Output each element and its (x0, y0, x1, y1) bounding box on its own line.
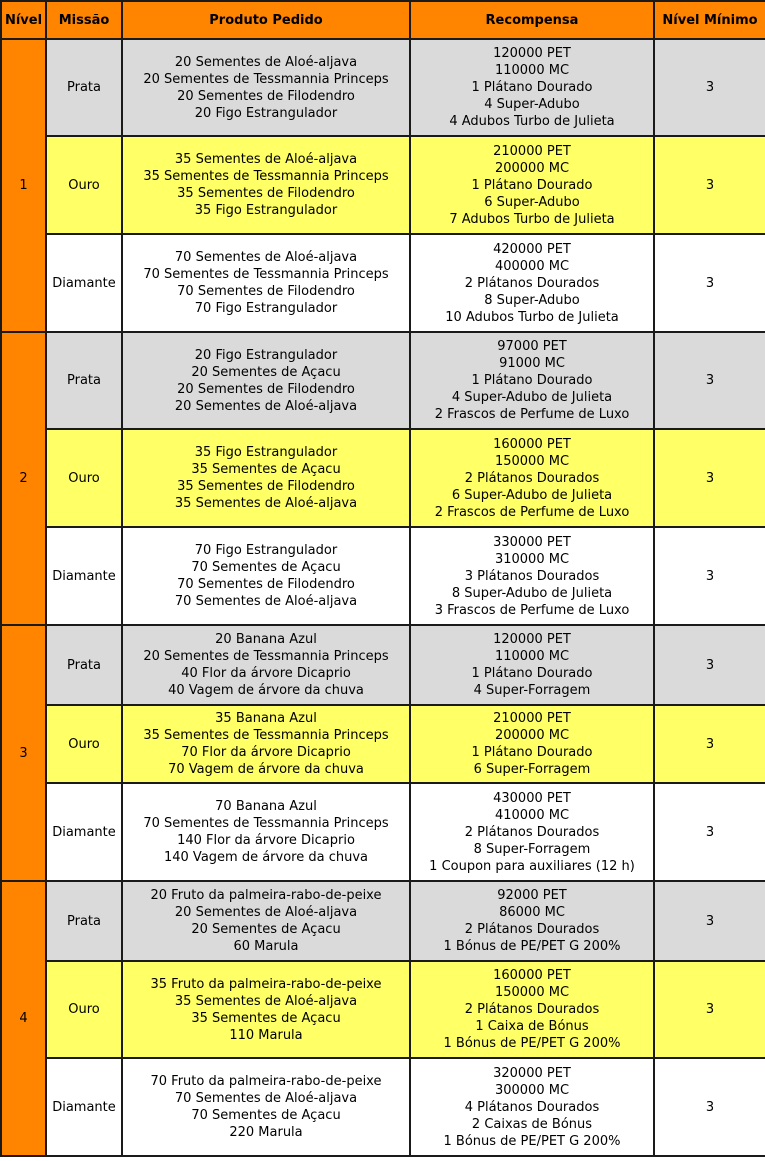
rewards-cell (410, 705, 654, 783)
product-item: 20 Sementes de Filodendro (177, 381, 355, 397)
reward-item: 1 Plátano Dourado (471, 745, 593, 760)
mission-cell: Diamante (46, 783, 122, 881)
product-item: 35 Sementes de Filodendro (177, 186, 355, 201)
reward-item: 2 Plátanos Dourados (464, 824, 600, 840)
reward-item: 86000 MC (499, 905, 565, 920)
reward-item: 110000 MC (494, 649, 570, 664)
table-row (1, 332, 765, 429)
product-item: 70 Figo Estrangulador (194, 543, 338, 558)
product-item: 70 Banana Azul (215, 799, 317, 814)
product-item: 110 Marula (229, 1027, 303, 1043)
reward-item: 8 Super-Adubo (484, 292, 580, 308)
product-item: 35 Sementes de Aloé-aljava (174, 993, 358, 1009)
reward-item: 210000 PET (493, 143, 571, 159)
reward-item: 150000 MC (494, 985, 570, 1000)
product-item: 20 Sementes de Aloé-aljava (174, 905, 358, 920)
reward-item: 1 Plátano Dourado (471, 80, 593, 95)
reward-item: 120000 PET (493, 632, 571, 647)
min-level-cell: 3 (654, 1058, 765, 1156)
products-cell (122, 136, 410, 234)
rewards-cell (410, 881, 654, 961)
level-cell: 4 (1, 881, 46, 1156)
min-level-cell: 3 (654, 783, 765, 881)
product-item: 20 Sementes de Tessmannia Princeps (143, 71, 389, 87)
reward-item: 6 Super-Adubo (484, 194, 580, 210)
reward-item: 4 Adubos Turbo de Julieta (449, 114, 615, 129)
product-item: 20 Sementes de Filodendro (177, 88, 355, 104)
product-item: 70 Sementes de Tessmannia Princeps (143, 816, 389, 831)
rewards-cell (410, 527, 654, 625)
products-cell (122, 961, 410, 1058)
min-level-cell: 3 (654, 39, 765, 136)
product-item: 140 Vagem de árvore da chuva (163, 850, 368, 865)
reward-item: 300000 MC (494, 1082, 570, 1098)
mission-cell: Prata (46, 332, 122, 429)
min-level-cell: 3 (654, 527, 765, 625)
reward-item: 8 Super-Adubo de Julieta (451, 585, 613, 601)
table-row (1, 429, 765, 527)
table-row (1, 1058, 765, 1156)
mission-cell: Diamante (46, 234, 122, 332)
min-level-cell: 3 (654, 881, 765, 961)
reward-item: 160000 PET (493, 968, 571, 983)
products-cell (122, 705, 410, 783)
table-row (1, 961, 765, 1058)
product-item: 70 Sementes de Açacu (191, 560, 341, 575)
products-cell (122, 429, 410, 527)
products-cell (122, 234, 410, 332)
reward-item: 6 Super-Adubo de Julieta (451, 487, 613, 503)
min-level-cell: 3 (654, 136, 765, 234)
product-item: 20 Sementes de Aloé-aljava (174, 398, 358, 414)
rewards-cell (410, 429, 654, 527)
product-item: 20 Figo Estrangulador (194, 105, 338, 121)
product-item: 70 Figo Estrangulador (194, 301, 338, 316)
product-item: 20 Sementes de Açacu (191, 922, 341, 937)
reward-item: 8 Super-Forragem (473, 841, 591, 857)
product-item: 70 Sementes de Filodendro (177, 284, 355, 299)
table-row (1, 234, 765, 332)
reward-item: 160000 PET (493, 436, 571, 452)
table-row (1, 881, 765, 961)
table-row (1, 136, 765, 234)
min-level-cell: 3 (654, 234, 765, 332)
product-item: 20 Sementes de Tessmannia Princeps (143, 649, 389, 664)
product-item: 35 Banana Azul (215, 711, 317, 726)
reward-item: 91000 MC (499, 356, 565, 371)
products-cell (122, 39, 410, 136)
reward-item: 150000 MC (494, 453, 570, 469)
product-item: 35 Sementes de Tessmannia Princeps (143, 169, 389, 184)
reward-item: 2 Plátanos Dourados (464, 1002, 600, 1017)
rewards-cell (410, 625, 654, 705)
mission-cell: Diamante (46, 527, 122, 625)
reward-item: 4 Super-Forragem (473, 683, 591, 698)
reward-item: 420000 PET (493, 241, 571, 257)
product-item: 70 Sementes de Tessmannia Princeps (143, 267, 389, 282)
rewards-cell (410, 783, 654, 881)
product-item: 40 Flor da árvore Dicaprio (181, 666, 351, 681)
table-row (1, 527, 765, 625)
product-item: 35 Sementes de Aloé-aljava (174, 152, 358, 167)
reward-item: 97000 PET (497, 339, 567, 354)
reward-item: 1 Bónus de PE/PET G 200% (443, 939, 621, 954)
table-row (1, 39, 765, 136)
product-item: 220 Marula (229, 1125, 303, 1140)
product-item: 35 Sementes de Açacu (191, 1010, 341, 1026)
reward-item: 1 Bónus de PE/PET G 200% (443, 1133, 621, 1149)
mission-cell: Ouro (46, 961, 122, 1058)
reward-item: 2 Frascos de Perfume de Luxo (434, 407, 630, 422)
reward-item: 110000 MC (494, 63, 570, 78)
product-item: 35 Figo Estrangulador (194, 203, 338, 218)
reward-item: 320000 PET (493, 1065, 571, 1081)
table-row (1, 625, 765, 705)
products-cell (122, 783, 410, 881)
product-item: 20 Banana Azul (215, 632, 317, 647)
mission-cell: Ouro (46, 429, 122, 527)
min-level-cell: 3 (654, 429, 765, 527)
reward-item: 330000 PET (493, 534, 571, 550)
product-item: 35 Figo Estrangulador (194, 445, 338, 460)
reward-item: 1 Caixa de Bónus (475, 1019, 589, 1034)
mission-cell: Prata (46, 881, 122, 961)
mission-cell: Prata (46, 625, 122, 705)
table-row (1, 705, 765, 783)
product-item: 70 Sementes de Aloé-aljava (174, 594, 358, 609)
level-cell: 2 (1, 332, 46, 625)
product-item: 70 Vagem de árvore da chuva (168, 762, 364, 777)
reward-item: 3 Frascos de Perfume de Luxo (434, 602, 630, 618)
reward-item: 92000 PET (497, 888, 567, 903)
rewards-cell (410, 136, 654, 234)
product-item: 35 Fruto da palmeira-rabo-de-peixe (150, 976, 382, 992)
products-cell (122, 527, 410, 625)
min-level-cell: 3 (654, 625, 765, 705)
min-level-cell: 3 (654, 961, 765, 1058)
product-item: 20 Fruto da palmeira-rabo-de-peixe (150, 888, 382, 903)
products-cell (122, 1058, 410, 1156)
header-nivel-minimo: Nível Mínimo (654, 1, 765, 39)
product-item: 20 Sementes de Açacu (191, 364, 341, 380)
reward-item: 1 Plátano Dourado (471, 177, 593, 193)
products-cell (122, 332, 410, 429)
products-cell (122, 881, 410, 961)
reward-item: 6 Super-Forragem (473, 762, 591, 777)
level-cell: 1 (1, 39, 46, 332)
header-missao: Missão (46, 1, 122, 39)
mission-cell: Diamante (46, 1058, 122, 1156)
reward-item: 310000 MC (494, 551, 570, 567)
reward-item: 2 Plátanos Dourados (464, 470, 600, 486)
min-level-cell: 3 (654, 705, 765, 783)
reward-item: 7 Adubos Turbo de Julieta (449, 211, 615, 227)
header-recompensa: Recompensa (410, 1, 654, 39)
rewards-cell (410, 1058, 654, 1156)
product-item: 35 Sementes de Aloé-aljava (174, 496, 358, 511)
reward-item: 3 Plátanos Dourados (464, 568, 600, 584)
reward-item: 4 Plátanos Dourados (464, 1099, 600, 1115)
product-item: 70 Fruto da palmeira-rabo-de-peixe (150, 1074, 382, 1089)
table-row (1, 783, 765, 881)
header-produto-pedido: Produto Pedido (122, 1, 410, 39)
product-item: 70 Flor da árvore Dicaprio (181, 745, 351, 760)
reward-item: 200000 MC (494, 160, 570, 176)
table-body (1, 39, 765, 1156)
product-item: 60 Marula (233, 939, 299, 954)
rewards-cell (410, 39, 654, 136)
reward-item: 10 Adubos Turbo de Julieta (445, 309, 619, 325)
reward-item: 1 Plátano Dourado (471, 666, 593, 681)
rewards-cell (410, 234, 654, 332)
reward-item: 1 Bónus de PE/PET G 200% (443, 1036, 621, 1051)
reward-item: 400000 MC (494, 258, 570, 274)
mission-cell: Ouro (46, 705, 122, 783)
mission-cell: Ouro (46, 136, 122, 234)
reward-item: 2 Plátanos Dourados (464, 275, 600, 291)
reward-item: 2 Plátanos Dourados (464, 922, 600, 937)
min-level-cell: 3 (654, 332, 765, 429)
product-item: 20 Sementes de Aloé-aljava (174, 54, 358, 70)
reward-item: 4 Super-Adubo (484, 97, 580, 112)
reward-item: 210000 PET (493, 711, 571, 726)
rewards-cell (410, 332, 654, 429)
header-nivel: Nível (1, 1, 46, 39)
reward-item: 200000 MC (494, 728, 570, 743)
level-cell: 3 (1, 625, 46, 881)
product-item: 20 Figo Estrangulador (194, 347, 338, 363)
reward-item: 430000 PET (493, 790, 571, 806)
mission-cell: Prata (46, 39, 122, 136)
reward-item: 2 Frascos de Perfume de Luxo (434, 504, 630, 520)
reward-item: 1 Plátano Dourado (471, 373, 593, 388)
reward-item: 120000 PET (493, 46, 571, 61)
product-item: 35 Sementes de Filodendro (177, 479, 355, 494)
rewards-cell (410, 961, 654, 1058)
product-item: 70 Sementes de Aloé-aljava (174, 1091, 358, 1106)
product-item: 70 Sementes de Açacu (191, 1108, 341, 1123)
product-item: 35 Sementes de Tessmannia Princeps (143, 728, 389, 743)
product-item: 70 Sementes de Filodendro (177, 577, 355, 592)
reward-item: 1 Coupon para auxiliares (12 h) (429, 858, 635, 874)
reward-item: 4 Super-Adubo de Julieta (451, 390, 613, 405)
reward-item: 2 Caixas de Bónus (471, 1116, 593, 1132)
table-header-row (1, 1, 765, 39)
product-item: 40 Vagem de árvore da chuva (168, 683, 364, 698)
reward-item: 410000 MC (494, 807, 570, 823)
products-cell (122, 625, 410, 705)
product-item: 35 Sementes de Açacu (191, 462, 341, 477)
product-item: 70 Sementes de Aloé-aljava (174, 250, 358, 265)
product-item: 140 Flor da árvore Dicaprio (177, 833, 355, 848)
